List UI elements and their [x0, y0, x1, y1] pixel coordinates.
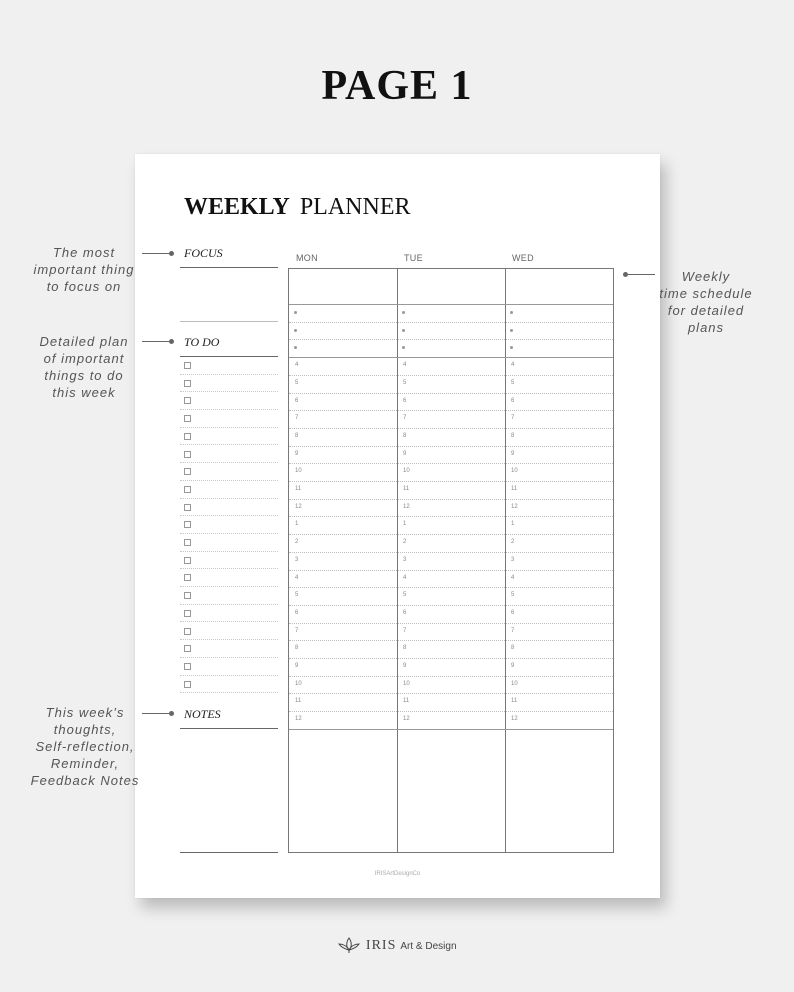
hour-label: 10 — [511, 680, 518, 687]
hour-label: 4 — [295, 574, 299, 581]
hour-label: 11 — [403, 486, 410, 492]
hour-label: 6 — [511, 397, 515, 404]
hour-label: 3 — [295, 556, 299, 563]
hour-label: 9 — [403, 663, 407, 669]
hour-label: 5 — [295, 379, 299, 386]
brand-footer — [0, 936, 794, 954]
sheet-footer-brand: IRISArtDesignCo — [374, 871, 421, 877]
annotation-line: plans — [687, 320, 725, 335]
planner-sheet — [135, 154, 660, 898]
hour-label: 10 — [295, 680, 302, 687]
planner-title-bold: WEEKLY — [184, 194, 290, 220]
notes-underline — [180, 728, 278, 729]
checkbox-icon[interactable] — [184, 557, 191, 564]
grid-line — [289, 393, 613, 394]
annotation-line: important thing — [33, 262, 135, 277]
checkbox-icon[interactable] — [184, 468, 191, 475]
hour-label: 10 — [295, 468, 302, 475]
grid-line — [289, 676, 613, 677]
grid-line — [289, 534, 613, 535]
hour-label: 10 — [403, 468, 410, 475]
grid-line — [289, 446, 613, 447]
focus-label: FOCUS — [184, 246, 223, 260]
hour-label: 1 — [403, 521, 407, 528]
annotation-notes — [20, 704, 150, 789]
bullet-dot — [510, 329, 513, 332]
annotation-line: Reminder, — [50, 756, 120, 771]
grid-line — [289, 357, 613, 358]
checkbox-icon[interactable] — [184, 521, 191, 528]
hour-label: 2 — [403, 539, 407, 546]
grid-line — [289, 623, 613, 624]
hour-label: 11 — [511, 486, 518, 492]
todo-row — [180, 499, 278, 517]
grid-line — [289, 375, 613, 376]
grid-line — [289, 481, 613, 482]
todo-row — [180, 552, 278, 570]
todo-row — [180, 516, 278, 534]
hour-label: 4 — [511, 574, 515, 581]
bullet-dot — [402, 346, 405, 349]
annotation-line: things to do — [44, 368, 124, 383]
hour-label: 6 — [295, 609, 299, 616]
grid-line — [289, 711, 613, 712]
grid-line — [289, 640, 613, 641]
hour-label: 7 — [403, 415, 407, 422]
grid-line — [289, 693, 613, 694]
hour-label: 10 — [511, 468, 518, 475]
todo-row — [180, 569, 278, 587]
bullet-dot — [510, 311, 513, 314]
hour-label: 11 — [403, 698, 410, 705]
hour-label: 8 — [511, 645, 515, 652]
todo-row — [180, 640, 278, 658]
todo-row — [180, 375, 278, 393]
grid-line — [289, 463, 613, 464]
todo-row — [180, 463, 278, 481]
notes-bottom-line — [180, 852, 278, 853]
hour-label: 8 — [511, 432, 515, 439]
checkbox-icon[interactable] — [184, 380, 191, 387]
annotation-todo — [26, 333, 142, 401]
hour-label: 5 — [511, 592, 515, 599]
annotation-focus — [22, 244, 146, 295]
bullet-dot — [294, 346, 297, 349]
hour-label: 9 — [403, 450, 407, 457]
annotation-line: of important — [43, 351, 125, 366]
hour-label: 8 — [295, 432, 299, 439]
hour-label: 5 — [511, 379, 515, 386]
hour-label: 7 — [295, 627, 299, 634]
hour-label: 8 — [403, 645, 407, 652]
annotation-line: to focus on — [46, 279, 122, 294]
hour-label: 9 — [295, 450, 299, 457]
todo-row — [180, 392, 278, 410]
todo-row — [180, 676, 278, 694]
hour-label: 7 — [511, 627, 515, 634]
checkbox-icon[interactable] — [184, 610, 191, 617]
grid-line — [289, 499, 613, 500]
annotation-line: Weekly — [681, 269, 731, 284]
page-heading: PAGE 1 — [321, 63, 473, 109]
hour-label: 7 — [511, 415, 515, 422]
hour-label: 6 — [511, 609, 515, 616]
checkbox-icon[interactable] — [184, 592, 191, 599]
grid-line — [289, 570, 613, 571]
brand-name: IRIS — [365, 938, 397, 954]
hour-label: 4 — [403, 362, 407, 369]
schedule-grid — [288, 268, 614, 853]
hour-label: 4 — [295, 362, 299, 369]
planner-title-light: PLANNER — [299, 194, 411, 220]
todo-row — [180, 623, 278, 641]
grid-line — [289, 516, 613, 517]
hour-label: 10 — [403, 680, 410, 687]
notes-arrow-icon — [142, 713, 172, 714]
day-label-mon: MON — [296, 253, 318, 263]
lotus-icon — [337, 936, 361, 954]
focus-arrow-icon — [142, 253, 172, 254]
checkbox-icon[interactable] — [184, 362, 191, 369]
hour-label: 12 — [403, 503, 410, 510]
bullet-dot — [510, 346, 513, 349]
hour-label: 6 — [403, 397, 407, 404]
todo-row — [180, 446, 278, 464]
annotation-line: this week — [52, 385, 116, 400]
hour-label: 5 — [403, 379, 407, 386]
hour-label: 8 — [295, 645, 299, 652]
annotation-line: thoughts, — [53, 722, 117, 737]
hour-label: 3 — [511, 556, 515, 563]
bullet-dot — [294, 311, 297, 314]
todo-row — [180, 428, 278, 446]
planner-title — [184, 194, 411, 221]
hour-label: 12 — [295, 716, 302, 723]
hour-label: 11 — [295, 486, 302, 492]
hour-label: 11 — [295, 698, 302, 705]
hour-label: 6 — [295, 397, 299, 404]
brand-subtitle: Art & Design — [400, 941, 457, 953]
hour-label: 9 — [511, 450, 515, 457]
checkbox-icon[interactable] — [184, 451, 191, 458]
todo-row — [180, 605, 278, 623]
annotation-line: Detailed plan — [39, 334, 129, 349]
focus-underline — [180, 267, 278, 268]
grid-line — [289, 587, 613, 588]
todo-row — [180, 481, 278, 499]
checkbox-icon[interactable] — [184, 504, 191, 511]
grid-line — [289, 339, 613, 340]
hour-label: 9 — [511, 663, 515, 669]
annotation-line: time schedule — [659, 286, 753, 301]
grid-line — [289, 410, 613, 411]
grid-line — [289, 658, 613, 659]
checkbox-icon[interactable] — [184, 433, 191, 440]
hour-label: 4 — [511, 362, 515, 369]
hour-label: 5 — [403, 592, 407, 599]
annotation-line: Feedback Notes — [30, 773, 140, 788]
checkbox-icon[interactable] — [184, 539, 191, 546]
grid-line — [289, 605, 613, 606]
day-label-wed: WED — [512, 253, 534, 263]
grid-line — [289, 428, 613, 429]
hour-label: 1 — [295, 521, 299, 528]
bullet-dot — [294, 329, 297, 332]
bullet-dot — [402, 329, 405, 332]
annotation-schedule — [650, 268, 762, 336]
todo-row — [180, 587, 278, 605]
hour-label: 12 — [295, 503, 302, 510]
day-label-tue: TUE — [404, 253, 423, 263]
hour-label: 6 — [403, 609, 407, 616]
checkbox-icon[interactable] — [184, 645, 191, 652]
hour-label: 12 — [511, 503, 518, 510]
hour-label: 12 — [511, 716, 518, 723]
hour-label: 4 — [403, 574, 407, 581]
grid-line — [289, 322, 613, 323]
checkbox-icon[interactable] — [184, 486, 191, 493]
checkbox-icon[interactable] — [184, 397, 191, 404]
hour-label: 5 — [295, 592, 299, 599]
checkbox-icon[interactable] — [184, 681, 191, 688]
hour-label: 12 — [403, 716, 410, 723]
hour-label: 11 — [511, 698, 518, 705]
annotation-line: The most — [52, 245, 116, 260]
todo-row — [180, 410, 278, 428]
hour-label: 7 — [403, 627, 407, 634]
hour-label: 7 — [295, 415, 299, 422]
checkbox-icon[interactable] — [184, 628, 191, 635]
focus-bottom-line — [180, 321, 278, 322]
todo-arrow-icon — [142, 341, 172, 342]
checkbox-icon[interactable] — [184, 663, 191, 670]
checkbox-icon[interactable] — [184, 574, 191, 581]
notes-label: NOTES — [184, 707, 221, 721]
todo-label: TO DO — [184, 335, 220, 349]
bullet-dot — [402, 311, 405, 314]
todo-row — [180, 534, 278, 552]
checkbox-icon[interactable] — [184, 415, 191, 422]
hour-label: 2 — [511, 539, 515, 546]
annotation-line: Self-reflection, — [35, 739, 135, 754]
hour-label: 9 — [295, 663, 299, 669]
grid-line — [289, 552, 613, 553]
hour-label: 8 — [403, 432, 407, 439]
hour-label: 2 — [295, 539, 299, 546]
annotation-line: This week’s — [45, 705, 125, 720]
hour-label: 1 — [511, 521, 515, 528]
todo-row — [180, 357, 278, 375]
todo-row — [180, 658, 278, 676]
grid-line — [289, 304, 613, 305]
grid-line — [289, 729, 613, 730]
hour-label: 3 — [403, 556, 407, 563]
schedule-arrow-icon — [625, 274, 655, 275]
annotation-line: for detailed — [667, 303, 745, 318]
